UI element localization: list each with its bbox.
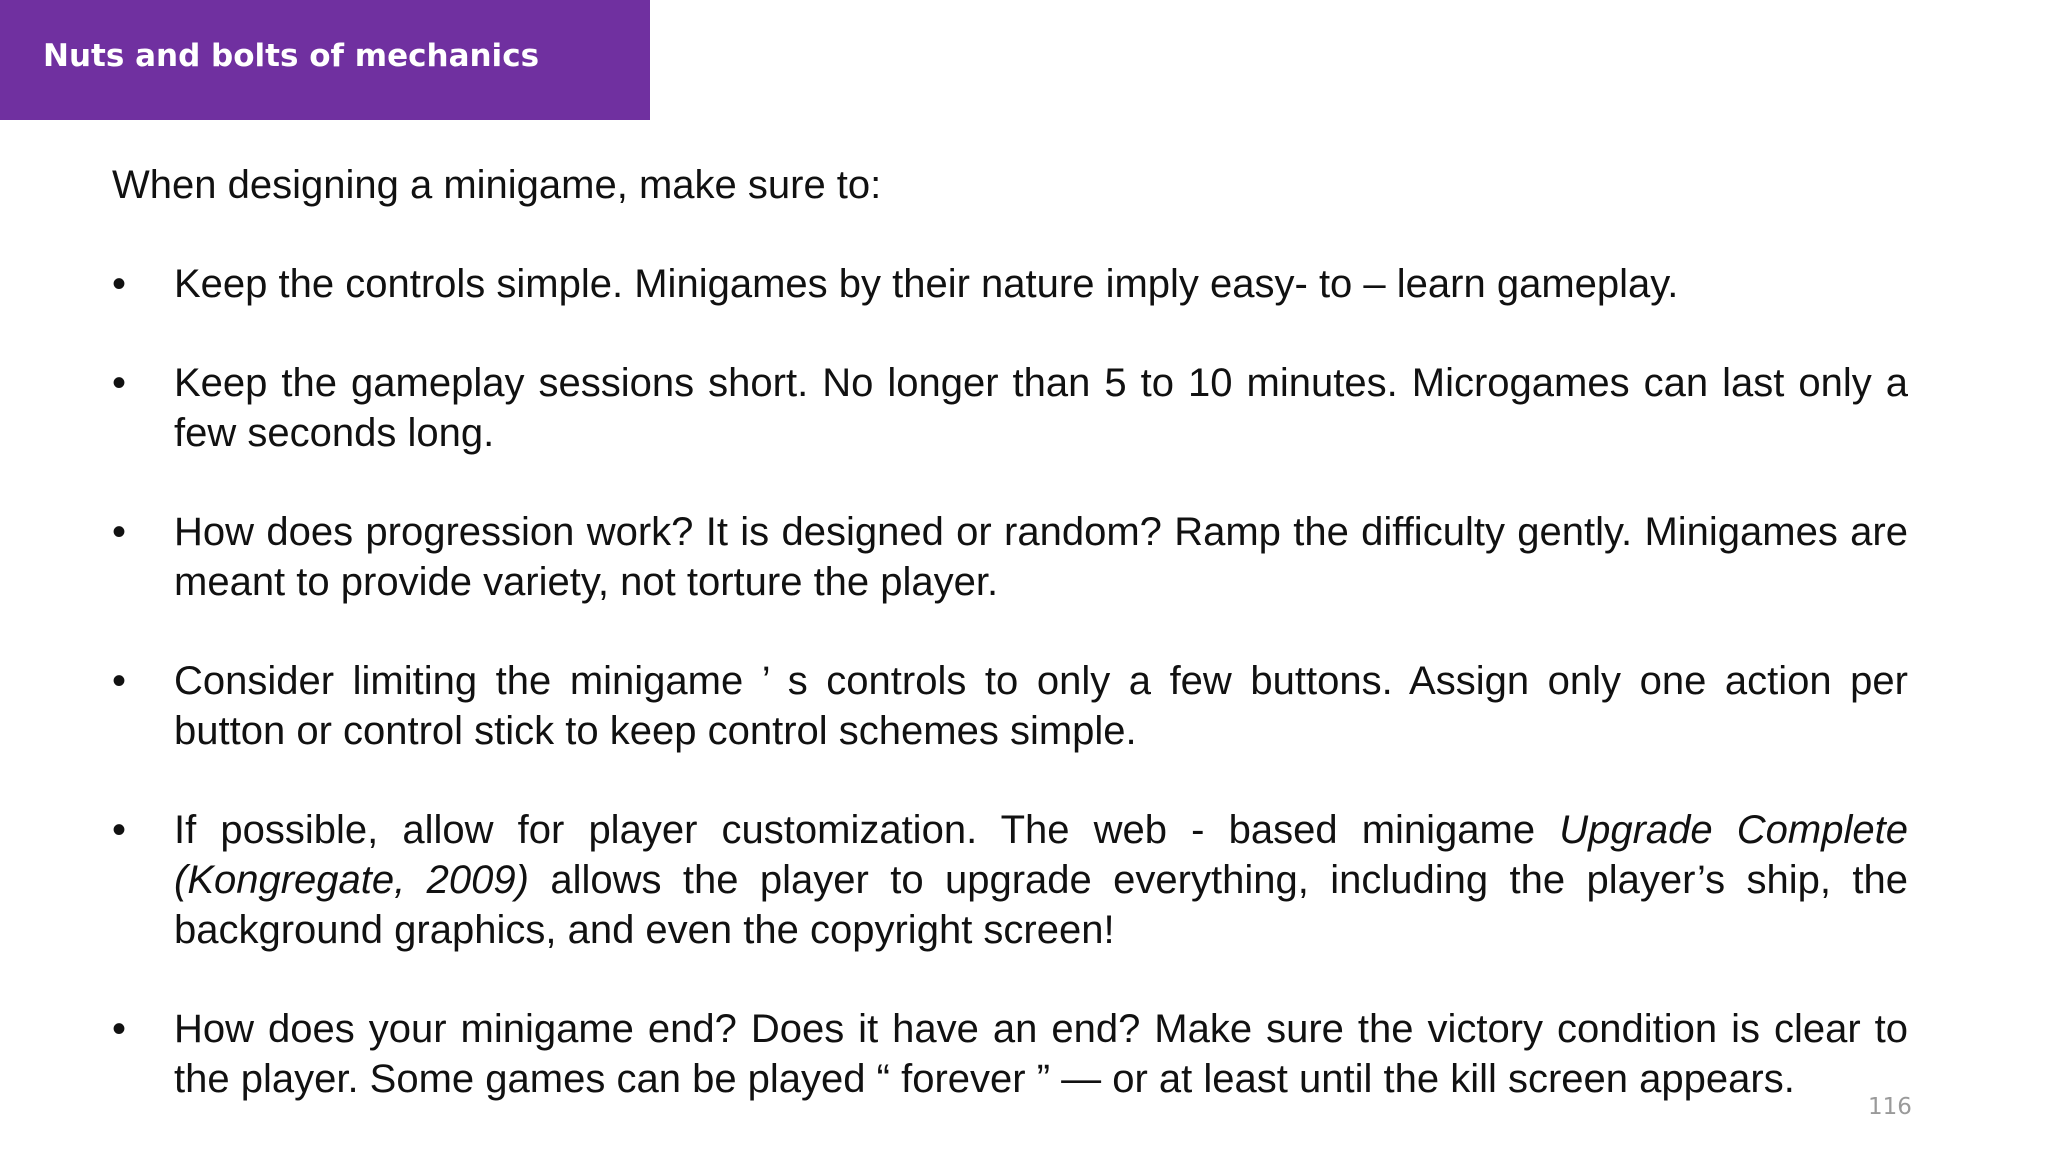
bullet-item-ending [112, 1004, 1908, 1104]
bullet-icon: • [112, 510, 127, 554]
bullet-item-controls [112, 259, 1908, 309]
bullet-icon: • [112, 262, 127, 306]
header-band [0, 0, 650, 120]
bullet-text: Keep the gameplay sessions short. No longer than 5 to 10 minutes. Microgames can last only a few seconds long. [174, 361, 1908, 455]
intro-text: When designing a minigame, make sure to: [112, 163, 882, 207]
bullet-text: Keep the controls simple. Minigames by their nature imply easy- to – learn gameplay. [174, 262, 1679, 306]
bullet-item-progression [112, 507, 1908, 607]
bullet-text-after: allows the player to upgrade everything, including the player’s ship, the background graphics, and even the copyright screen! [174, 858, 1908, 952]
bullet-item-customization [112, 805, 1908, 955]
bullet-text: Consider limiting the minigame ’ s controls to only a few buttons. Assign only one action per button or control stick to keep control schemes simple. [174, 659, 1908, 753]
game-title-citation: Upgrade Complete (Kongregate, 2009) [174, 808, 1908, 902]
slide-body [112, 160, 1908, 1104]
slide-title: Nuts and bolts of mechanics [43, 38, 540, 74]
bullet-icon: • [112, 1007, 127, 1051]
bullet-item-buttons [112, 656, 1908, 756]
bullet-icon: • [112, 659, 127, 703]
page-number: 116 [1868, 1094, 1912, 1120]
bullet-text-before: If possible, allow for player customization. The web - based minigame [174, 808, 1560, 852]
bullet-icon: • [112, 808, 127, 852]
bullet-text: How does your minigame end? Does it have an end? Make sure the victory condition is clear to the player. Some games can be played “ forever ” — or at least until the kill screen appears. [174, 1007, 1908, 1101]
bullet-icon: • [112, 361, 127, 405]
bullet-text: How does progression work? It is designed or random? Ramp the difficulty gently. Minigames are meant to provide variety, not torture the player. [174, 510, 1908, 604]
bullet-list [112, 259, 1908, 1104]
bullet-item-sessions [112, 358, 1908, 458]
